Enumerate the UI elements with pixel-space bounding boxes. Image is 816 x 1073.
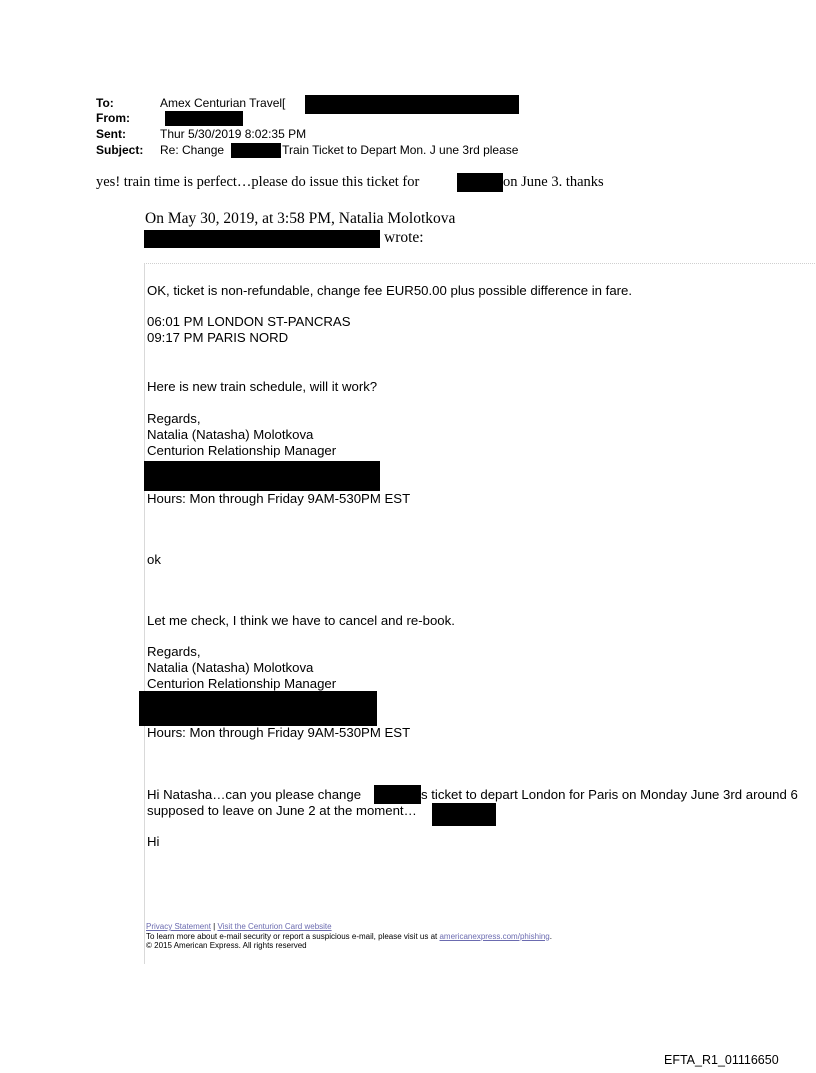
subject-value-part1: Re: Change	[160, 143, 225, 157]
message2-line1: Let me check, I think we have to cancel and re-book.	[147, 613, 455, 628]
message1-hours: Hours: Mon through Friday 9AM-530PM EST	[147, 491, 411, 506]
message2-signature-title: Centurion Relationship Manager	[147, 676, 337, 691]
redaction-signature-contact-1	[144, 461, 380, 491]
message1-arrival: 09:17 PM PARIS NORD	[147, 330, 289, 345]
redaction-sender-email	[144, 230, 380, 248]
footer-separator: |	[210, 922, 218, 931]
redaction-original-name	[374, 785, 421, 804]
bates-number: EFTA_R1_01116650	[664, 1053, 779, 1067]
from-label: From:	[96, 111, 130, 125]
footer-security-row	[146, 932, 552, 942]
message1-line1: OK, ticket is non-refundable, change fee EUR50.00 plus possible difference in fare.	[147, 283, 633, 298]
message1-signature-title: Centurion Relationship Manager	[147, 443, 337, 458]
redaction-signature-contact-2	[139, 691, 377, 726]
redaction-to-email	[305, 95, 519, 114]
privacy-statement-link[interactable]: Privacy Statement	[146, 922, 211, 931]
original-line1-part1: Hi Natasha…can you please change	[147, 787, 362, 802]
to-label: To:	[96, 96, 114, 110]
footer-security-text: To learn more about e-mail security or report a suspicious e-mail, please visit us at	[146, 931, 440, 941]
message1-departure: 06:01 PM LONDON ST-PANCRAS	[147, 314, 351, 329]
footer-links-row	[146, 922, 552, 932]
reply-text-part1: yes! train time is perfect…please do issue this ticket for	[96, 174, 420, 190]
message2-regards: Regards,	[147, 644, 201, 659]
subject-value-part2: s Train Ticket to Depart Mon. J une 3rd please	[273, 143, 519, 157]
original-line1-part2: s ticket to depart London for Paris on Monday June 3rd around 6	[421, 787, 798, 802]
message1-regards: Regards,	[147, 411, 201, 426]
redaction-reply-name	[457, 173, 503, 192]
phishing-link[interactable]: americanexpress.com/phishing	[439, 931, 550, 941]
ok-reply: ok	[147, 552, 161, 567]
redaction-from	[165, 111, 243, 126]
message1-question: Here is new train schedule, will it work?	[147, 379, 378, 394]
redaction-original-end	[432, 803, 496, 826]
footer-period: .	[549, 931, 552, 941]
quote-attribution: On May 30, 2019, at 3:58 PM, Natalia Molotkova	[145, 210, 456, 227]
original-line2: supposed to leave on June 2 at the moment…	[147, 803, 417, 818]
visit-centurion-link[interactable]: Visit the Centurion Card website	[217, 922, 332, 931]
message2-hours: Hours: Mon through Friday 9AM-530PM EST	[147, 725, 411, 740]
reply-text-part2: on June 3. thanks	[503, 174, 604, 190]
message1-signature-name: Natalia (Natasha) Molotkova	[147, 427, 314, 442]
footer-copyright: © 2015 American Express. All rights reserved	[146, 941, 307, 950]
email-footer	[146, 922, 552, 951]
original-greeting: Hi	[147, 834, 160, 849]
to-value: Amex Centurian Travel[	[160, 96, 286, 110]
sent-value: Thur 5/30/2019 8:02:35 PM	[160, 127, 307, 141]
quote-wrote: wrote:	[384, 229, 424, 246]
subject-label: Subject:	[96, 143, 144, 157]
sent-label: Sent:	[96, 127, 126, 141]
message2-signature-name: Natalia (Natasha) Molotkova	[147, 660, 314, 675]
